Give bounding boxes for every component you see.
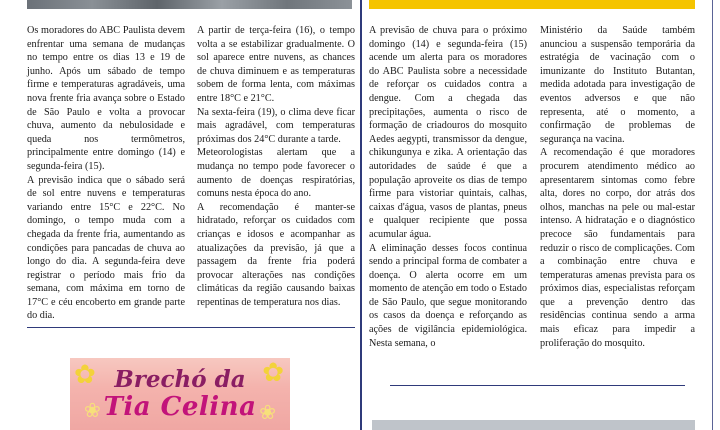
paragraph: Ministério da Saúde também anunciou a suspensão temporária da estratégia de vacinação com o imunizante do Instituto Butantan, medida adotada para investigação de eventos adversos e que não representa, até o momento, a confirmação de problemas de segurança na vacina. bbox=[540, 25, 695, 145]
yellow-banner-strip bbox=[369, 0, 695, 9]
paragraph: A previsão indica que o sábado será de sol entre nuvens e temperaturas variando entre 15°C e 22°C. No domingo, o tempo muda com a chegada da frente fria, aumentando as condições para pancadas de chuva ao longo do dia. A segunda-feira deve registrar o período mais frio da semana, com máxima em torno de 17°C e céu encoberto em grande parte do dia. bbox=[27, 174, 185, 322]
page-edge-rule bbox=[712, 0, 713, 430]
flower-icon: ✿ bbox=[74, 360, 96, 389]
ad-title: Brechó da bbox=[114, 366, 246, 393]
paragraph: Meteorologistas alertam que a mudança no tempo pode favorecer o aumento de doenças respiratórias, comuns nesta época do ano. bbox=[197, 147, 355, 200]
flower-icon: ❀ bbox=[84, 400, 101, 422]
article-column-2 bbox=[197, 24, 355, 309]
article-column-3 bbox=[369, 24, 527, 350]
paragraph: A eliminação desses focos continua sendo a principal forma de combater a doença. O alerta ocorre em um momento de atenção em todo o Estado de São Paulo, que segue monitorando os casos da doença e reforçando as ações de vigilância epidemiológica. Nesta semana, o bbox=[369, 242, 527, 349]
paragraph: Na sexta-feira (19), o clima deve ficar mais agradável, com temperaturas próximas dos 24°C durante a tarde. bbox=[197, 106, 355, 145]
paragraph: A recomendação é que moradores procurem atendimento médico ao apresentarem sintomas como febre alta, dores no corpo, dor atrás dos olhos, manchas na pele ou mal-estar intenso. A hidratação e o diagnóstico precoce são fundamentais para reduzir o risco de complicações. Com a combinação entre chuva e temperaturas amenas prevista para os próximos dias, especialistas reforçam que a prevenção dentro das residências continua sendo a arma mais eficaz para impedir a proliferação do mosquito. bbox=[540, 147, 695, 349]
city-photo-strip bbox=[27, 0, 352, 9]
section-divider bbox=[27, 327, 355, 328]
article-column-4 bbox=[540, 24, 695, 350]
paragraph: A previsão de chuva para o próximo domingo (14) e segunda-feira (15) acende um alerta para os moradores do ABC Paulista sobre a necessidade de reforçar os cuidados contra a dengue. Com a chegada das precipitações, aumenta o risco de formação de criadouros do mosquito Aedes aegypti, transmissor da dengue, chikungunya e zika. A orientação das autoridades de saúde é que a população aproveite os dias de tempo firme para vistoriar quintais, calhas, caixas d'água, vasos de plantas, pneus e qualquer recipiente que possa acumular água. bbox=[369, 25, 527, 240]
paragraph: A partir de terça-feira (16), o tempo volta a se estabilizar gradualmente. O sol aparece entre nuvens, as chances de chuva diminuem e as temperaturas sobem de forma lenta, com máximas entre 18°C e 21°C. bbox=[197, 25, 355, 104]
paragraph: Os moradores do ABC Paulista devem enfrentar uma semana de mudanças no tempo entre os dias 13 e 19 de junho. Após um sábado de tempo firme e temperaturas agradáveis, uma nova frente fria avança sobre o Estado de São Paulo e volta a provocar chuva, aumento da nebulosidade e queda nos termômetros, principalmente entre domingo (14) e segunda-feira (15). bbox=[27, 25, 185, 172]
flower-icon: ❀ bbox=[259, 402, 276, 424]
column-divider bbox=[360, 0, 362, 430]
paragraph: A recomendação é manter-se hidratado, reforçar os cuidados com crianças e idosos e acompanhar as atualizações da previsão, já que a passagem da frente fria poderá provocar alterações nas condições climáticas da região causando baixas repentinas de temperatura nos dias. bbox=[197, 201, 355, 308]
flower-icon: ✿ bbox=[262, 358, 284, 387]
brecho-ad-banner[interactable] bbox=[70, 358, 290, 430]
ad-brand-name: Tia Celina bbox=[103, 392, 257, 422]
section-divider bbox=[390, 385, 685, 386]
article-column-1 bbox=[27, 24, 185, 323]
next-image-strip bbox=[372, 420, 695, 430]
